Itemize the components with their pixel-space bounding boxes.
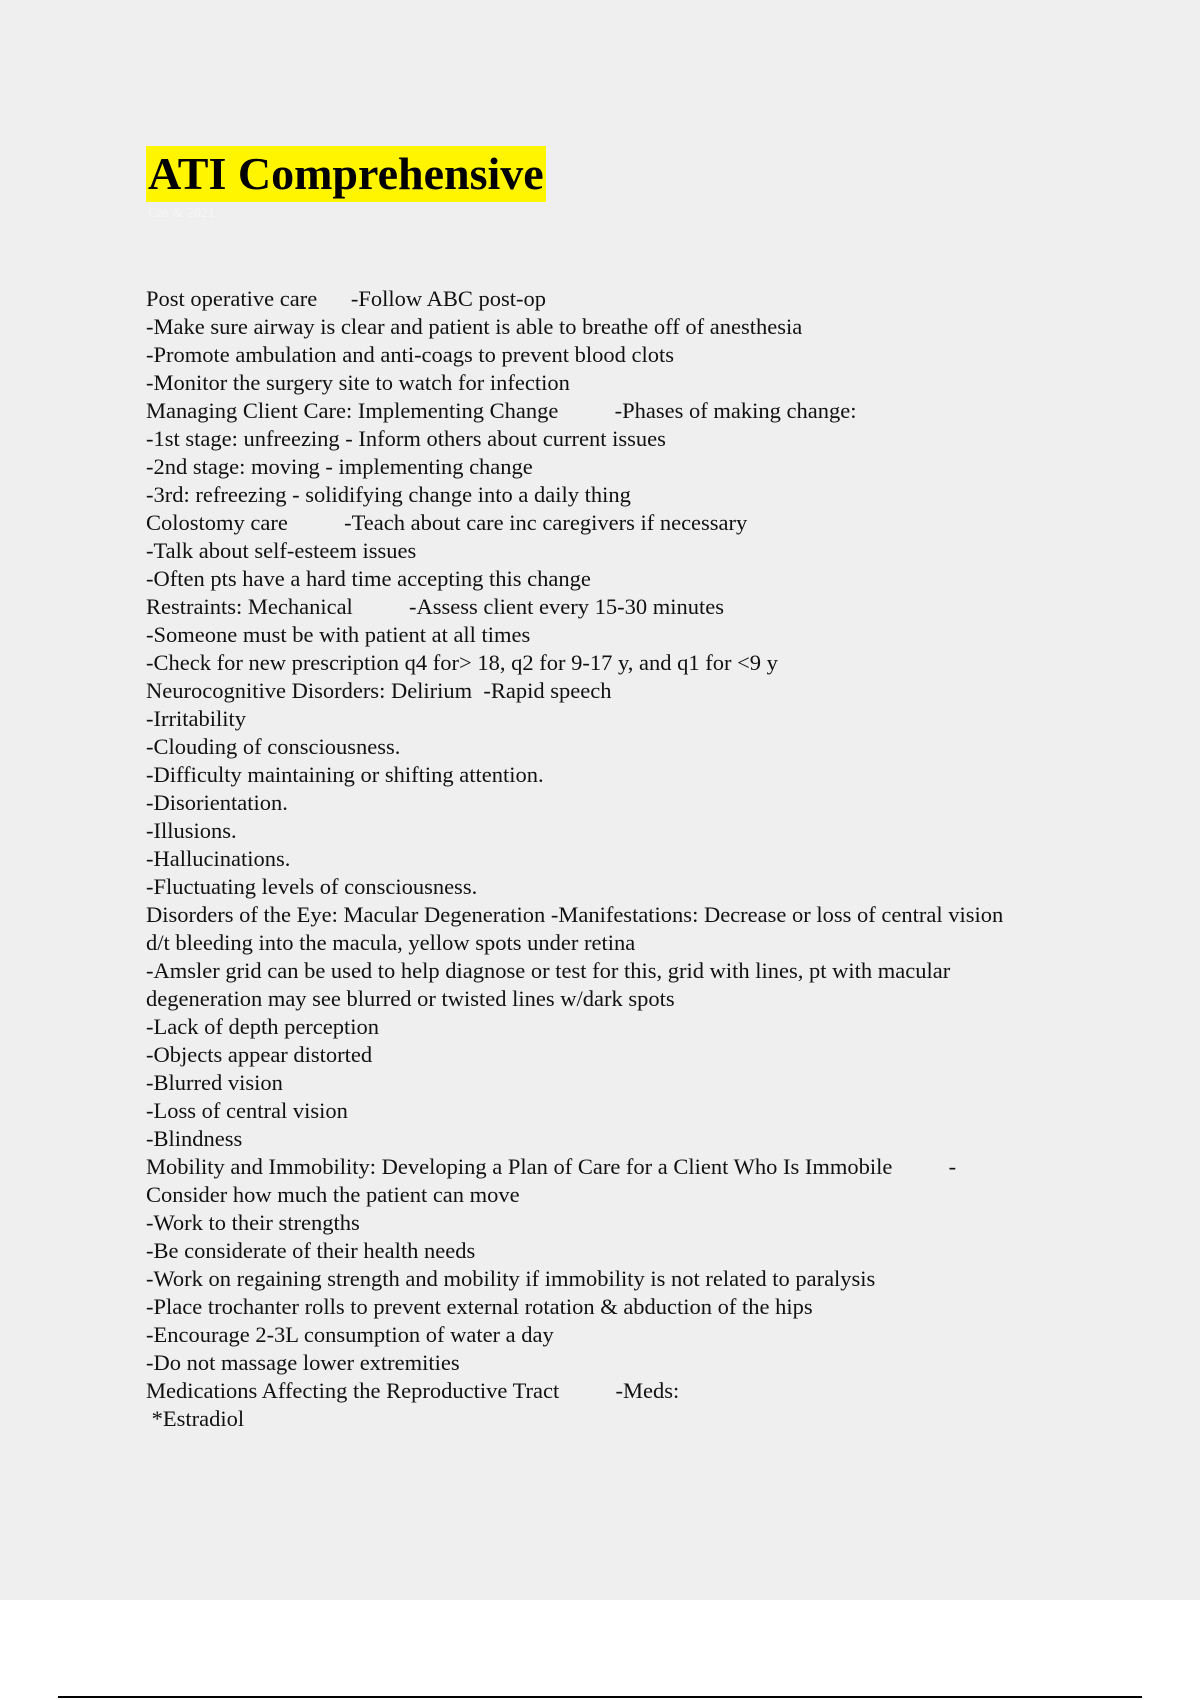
document-line: -Irritability <box>146 706 246 731</box>
document-line: -Work on regaining strength and mobility if immobility is not related to paralysis <box>146 1266 876 1291</box>
document-line: Colostomy care -Teach about care inc caregivers if necessary <box>146 510 748 535</box>
document-line: -Blindness <box>146 1126 243 1151</box>
document-line: -Objects appear distorted <box>146 1042 373 1067</box>
document-line: -Check for new prescription q4 for> 18, q2 for 9-17 y, and q1 for <9 y <box>146 650 778 675</box>
document-line: -Hallucinations. <box>146 846 291 871</box>
document-line: *Estradiol <box>146 1406 245 1431</box>
document-body <box>146 285 1076 1433</box>
document-line: -Illusions. <box>146 818 237 843</box>
document-line: -Lack of depth perception <box>146 1014 380 1039</box>
document-line: d/t bleeding into the macula, yellow spots under retina <box>146 930 636 955</box>
document-line: Consider how much the patient can move <box>146 1182 520 1207</box>
document-line: -3rd: refreezing - solidifying change into a daily thing <box>146 482 631 507</box>
document-line: -Loss of central vision <box>146 1098 348 1123</box>
document-line: -Do not massage lower extremities <box>146 1350 460 1375</box>
document-line: -Be considerate of their health needs <box>146 1238 476 1263</box>
document-line: -Make sure airway is clear and patient is able to breathe off of anesthesia <box>146 314 803 339</box>
document-line: Medications Affecting the Reproductive Tract -Meds: <box>146 1378 680 1403</box>
document-line: -Disorientation. <box>146 790 288 815</box>
page-divider <box>58 1696 1142 1698</box>
document-line: -Often pts have a hard time accepting this change <box>146 566 591 591</box>
document-line: -Monitor the surgery site to watch for infection <box>146 370 570 395</box>
document-line: Managing Client Care: Implementing Change -Phases of making change: <box>146 398 857 423</box>
document-line: -1st stage: unfreezing - Inform others about current issues <box>146 426 666 451</box>
document-line: -Place trochanter rolls to prevent external rotation & abduction of the hips <box>146 1294 813 1319</box>
document-line: -Promote ambulation and anti-coags to prevent blood clots <box>146 342 675 367</box>
document-line: degeneration may see blurred or twisted lines w/dark spots <box>146 986 675 1011</box>
document-line: Neurocognitive Disorders: Delirium -Rapid speech <box>146 678 612 703</box>
document-line: -Difficulty maintaining or shifting attention. <box>146 762 544 787</box>
document-line: -Clouding of consciousness. <box>146 734 401 759</box>
document-line: -Talk about self-esteem issues <box>146 538 417 563</box>
document-line: Disorders of the Eye: Macular Degeneration -Manifestations: Decrease or loss of central vision <box>146 902 1004 927</box>
document-line: -Work to their strengths <box>146 1210 360 1235</box>
document-line: -2nd stage: moving - implementing change <box>146 454 533 479</box>
document-line: Restraints: Mechanical -Assess client every 15-30 minutes <box>146 594 724 619</box>
document-subtitle: Cas & 2021 <box>148 206 215 221</box>
document-line: -Blurred vision <box>146 1070 283 1095</box>
document-line: -Amsler grid can be used to help diagnose or test for this, grid with lines, pt with macular <box>146 958 951 983</box>
document-line: Mobility and Immobility: Developing a Plan of Care for a Client Who Is Immobile - <box>146 1154 957 1179</box>
document-line: Post operative care -Follow ABC post-op <box>146 286 546 311</box>
document-line: -Someone must be with patient at all times <box>146 622 531 647</box>
document-title: ATI Comprehensive <box>146 146 546 202</box>
document-line: -Encourage 2-3L consumption of water a day <box>146 1322 554 1347</box>
document-line: -Fluctuating levels of consciousness. <box>146 874 478 899</box>
